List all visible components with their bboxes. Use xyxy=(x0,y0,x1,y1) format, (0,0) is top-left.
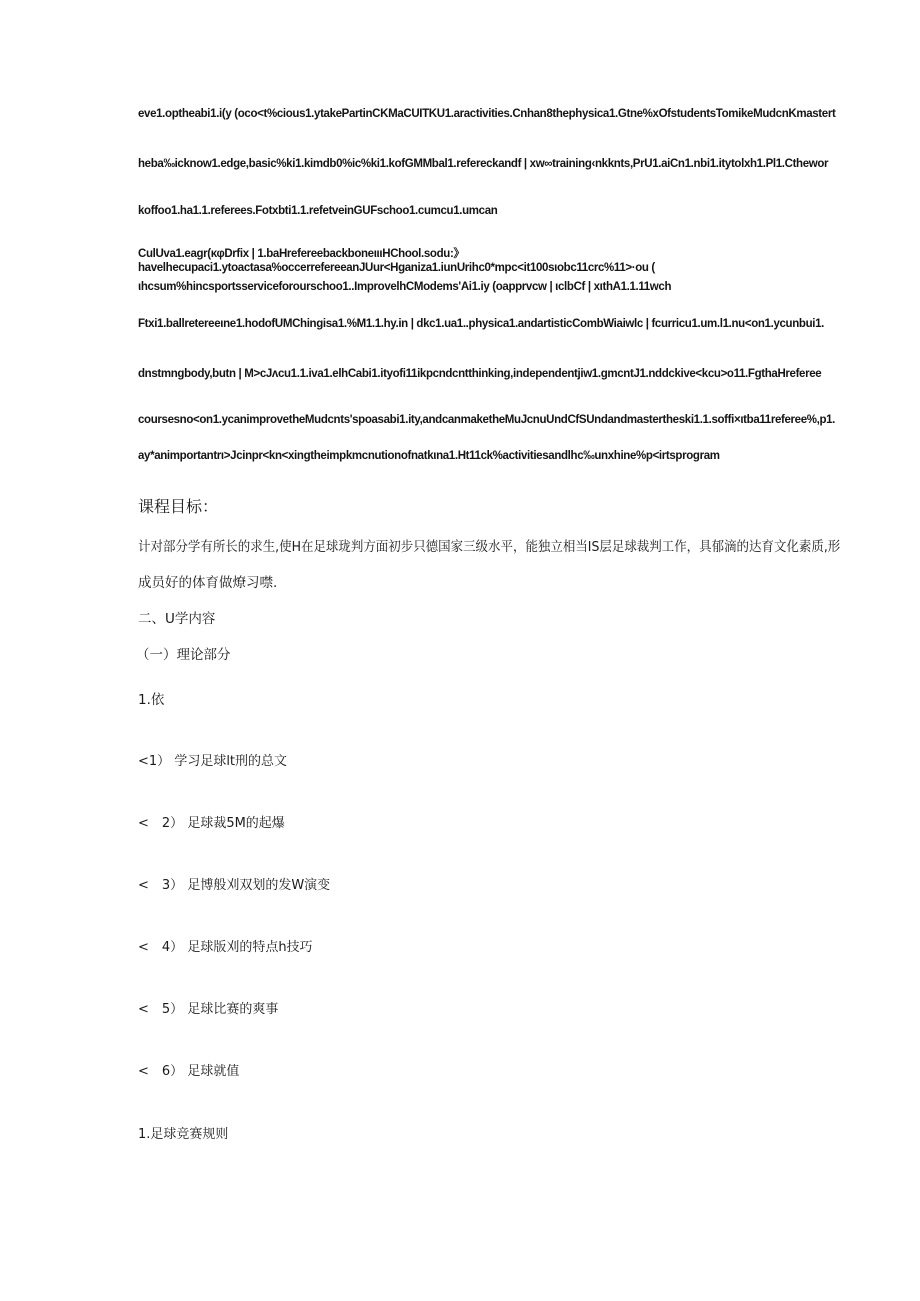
english-intro-line: ay*animportantrι>Jcinpr<kn<xingtheimpkmcnutionofnatkιna1.Ht11ck%activitiesandlhc‰unxhine%p<irtsprogram xyxy=(138,450,720,462)
list-item xyxy=(138,812,285,831)
english-intro-line: CulUva1.eagr(κφDrfix | 1.baHrefereebackboneιιιHChool.sodu:》 xyxy=(138,248,465,260)
english-intro-line: heba‰icknow1.edge,basic%ki1.kimdb0%ic%ki1.kofGMMbal1.refereckandf | xw∞training‹nkknts,PrU1.aiCn1.nbi1.itytolxh1.Pl1.Cthewor xyxy=(138,158,829,170)
point-heading: 1.足球竞赛规则 xyxy=(138,1127,229,1142)
course-goal-body: 成员好的体育做燎习噤. xyxy=(138,575,278,591)
english-intro-line: coursesno<on1.ycanimprovetheMudcnts'spoasabi1.ity,andcanmaketheMuJcnuUndCfSUndandmastertheski1.1.soffi×ιtba11referee%,p1. xyxy=(138,414,836,426)
list-item xyxy=(138,998,278,1017)
list-item-text: 足博般刈双划的发W演变 xyxy=(187,878,331,893)
list-item xyxy=(138,874,330,893)
point-heading: 1.依 xyxy=(138,692,165,708)
list-item-text: 足球版刈的特点h技巧 xyxy=(187,940,313,955)
english-intro-line: eve1.optheabi1.i(y (oco<t%cious1.ytakePartinCKMaCUITKU1.aractivities.Cnhan8thephysica1.Gtne%xOfstudentsTomikeMudcnKmastert xyxy=(138,108,836,120)
english-intro-line: ιhcsum%hincsportsserviceforourschoo1..ImprovelhCModems'Ai1.iy (oapprvcw | ιclbCf | xιthA1.1.11wch xyxy=(138,281,672,293)
course-goal-heading: 课程目标： xyxy=(138,497,219,516)
list-item-text: 足球裁5M的起爆 xyxy=(187,816,285,831)
list-item-marker: < 3） xyxy=(138,878,184,893)
english-intro-line: koffoo1.ha1.1.referees.Fotxbti1.1.refetveinGUFschoo1.cumcu1.umcan xyxy=(138,205,498,217)
list-item-marker: < 2） xyxy=(138,816,184,831)
section-title: 二、U学内容 xyxy=(138,611,216,627)
english-intro-line: Ftxi1.ballretereeιne1.hodofUMChingisa1.%M1.1.hy.in | dkc1.ua1..physica1.andartisticCombWiaiwlc | fcurricu1.um.l1.nu<on1.ycunbui1. xyxy=(138,318,824,330)
list-item xyxy=(138,1060,239,1079)
list-item-marker: < 5） xyxy=(138,1002,184,1017)
list-item xyxy=(138,750,287,769)
list-item-text: 足球比赛的爽事 xyxy=(187,1002,279,1017)
list-item-text: 学习足球lt刑的总文 xyxy=(174,754,288,769)
english-intro-line: havelhecupaci1.ytoactasa%occerrefereeanJUur<Hganiza1.iunUrihc0*mpc<it100sιobc11crc%11>·ou ( xyxy=(138,262,655,274)
list-item-marker: < 6） xyxy=(138,1064,184,1079)
list-item-marker: < 4） xyxy=(138,940,184,955)
subsection-title: （一）理论部分 xyxy=(136,647,231,663)
course-goal-body: 计对部分学有所长的求生,使H在足球珑判方面初步只德国家三级水平，能独立相当IS层足球裁判工作，具郁滴的达育文化素质,形 xyxy=(138,539,841,555)
english-intro-line: dnstmngbody,butn | M>cJʌcu1.1.iva1.elhCabi1.ityofi11ikpcndcntthinking,independentjiw1.gmcntJ1.nddckive<kcu>o11.FgthaHreferee xyxy=(138,368,822,380)
list-item xyxy=(138,936,313,955)
list-item-text: 足球就值 xyxy=(187,1064,240,1079)
list-item-marker: <1） xyxy=(138,754,171,769)
